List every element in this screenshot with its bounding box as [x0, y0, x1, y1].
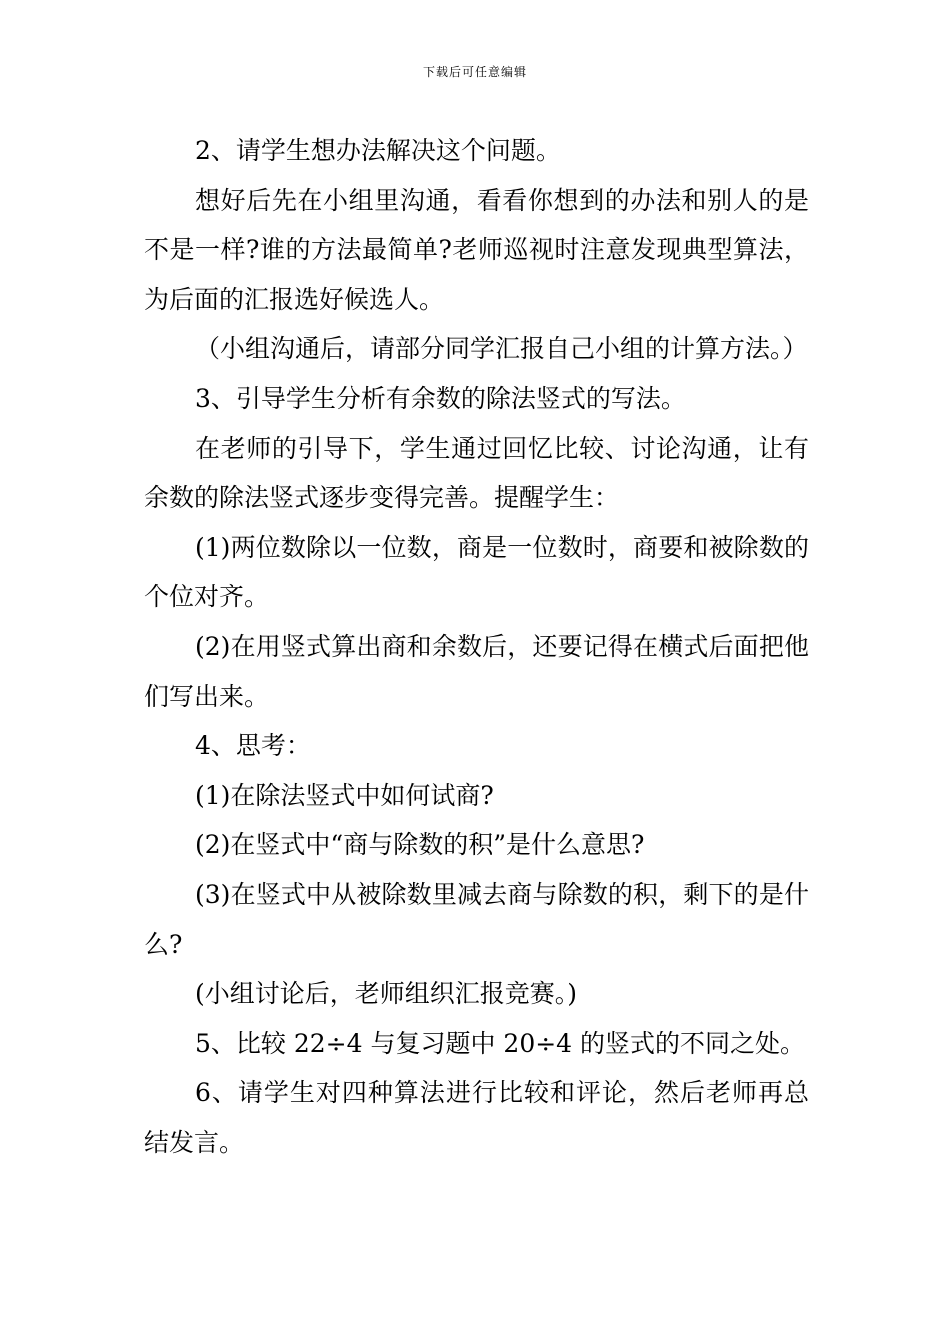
paragraph-2: 想好后先在小组里沟通，看看你想到的办法和别人的是不是一样?谁的方法最简单?老师巡视时注意发现典型算法，为后面的汇报选好候选人。	[144, 185, 809, 314]
paragraph-7: (2)在用竖式算出商和余数后，还要记得在横式后面把他们写出来。	[144, 631, 809, 711]
paragraph-11: (3)在竖式中从被除数里减去商与除数的积，剩下的是什么?	[144, 879, 809, 959]
paragraph-6: (1)两位数除以一位数，商是一位数时，商要和被除数的个位对齐。	[144, 532, 809, 612]
paragraph-14: 6、请学生对四种算法进行比较和评论，然后老师再总结发言。	[144, 1078, 809, 1157]
paragraph-5: 在老师的引导下，学生通过回忆比较、讨论沟通，让有余数的除法竖式逐步变得完善。提醒学生：	[144, 433, 809, 513]
paragraph-9: (1)在除法竖式中如何试商?	[195, 780, 494, 810]
paragraph-4: 3、引导学生分析有余数的除法竖式的写法。	[195, 383, 686, 413]
paragraph-1: 2、请学生想办法解决这个问题。	[195, 136, 561, 165]
paragraph-10: (2)在竖式中“商与除数的积”是什么意思?	[195, 830, 645, 860]
paragraph-3: （小组沟通后，请部分同学汇报自己小组的计算方法。）	[195, 334, 808, 364]
paragraph-8: 4、思考：	[195, 731, 311, 761]
page-header: 下载后可任意编辑	[422, 65, 527, 79]
document-body	[144, 126, 809, 1167]
paragraph-13: 5、比较 22÷4 与复习题中 20÷4 的竖式的不同之处。	[195, 1028, 806, 1058]
paragraph-12: (小组讨论后，老师组织汇报竞赛。)	[195, 979, 578, 1009]
